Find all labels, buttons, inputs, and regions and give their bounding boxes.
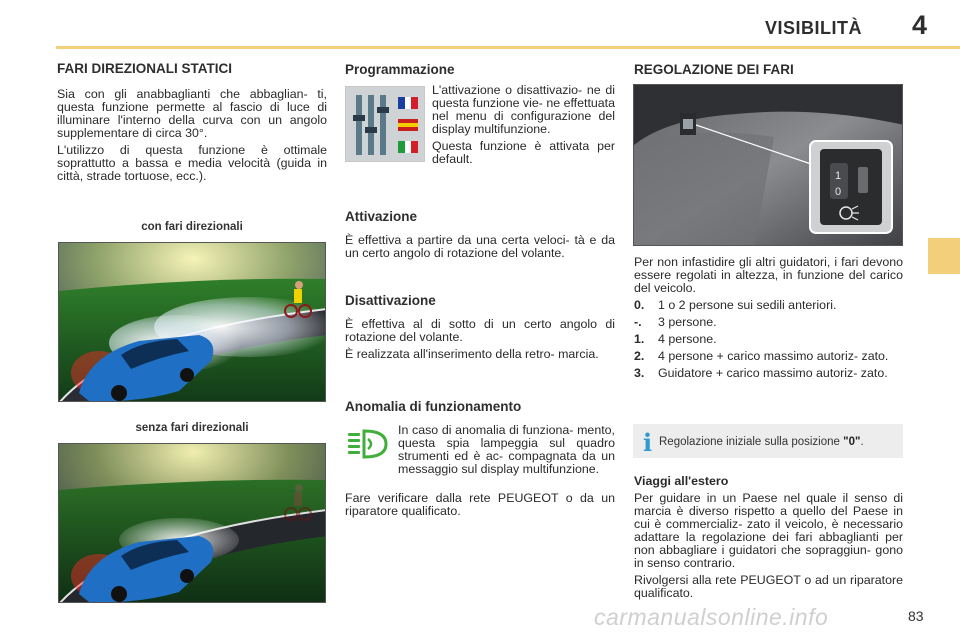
info-note	[633, 424, 903, 458]
watermark: carmanualsonline.info	[594, 604, 829, 630]
paragraph: Sia con gli anabbaglianti che abbaglian- ti, questa funzione permette al fascio di luce di illuminare l'interno della curva con un angolo supplementare di circa 30°.	[57, 87, 327, 140]
dial-label-0: 0	[834, 186, 842, 198]
section-title-deactivation: Disattivazione	[345, 293, 436, 308]
header-rule	[56, 46, 960, 49]
settings-menu-icon	[346, 87, 425, 162]
deactivation-section	[345, 294, 615, 361]
caption-with-lights: con fari direzionali	[141, 221, 243, 233]
paragraph: Questa funzione è attivata per default.	[432, 139, 615, 166]
adjustment-text	[634, 256, 903, 380]
dashboard-adjuster-illustration	[634, 85, 903, 246]
list-key: 2.	[634, 349, 645, 363]
section-title-malfunction: Anomalia di funzionamento	[345, 399, 522, 414]
night-road-illustration-dark	[59, 444, 326, 603]
list-value: Guidatore + carico massimo autoriz- zato.	[658, 366, 888, 380]
list-key: -.	[634, 315, 642, 329]
caption-without-lights: senza fari direzionali	[135, 422, 249, 434]
dashboard-dial-photo	[633, 84, 903, 246]
dial-label-1: 1	[834, 170, 842, 182]
list-item	[634, 316, 903, 329]
night-road-illustration	[59, 243, 326, 402]
paragraph: In caso di anomalia di funziona- mento, questa spia lampeggia sul quadro strumenti ed è ac- compagnata da un messaggio sul display multifunzione.	[398, 423, 615, 476]
programming-text	[432, 84, 615, 166]
malfunction-text	[398, 424, 615, 476]
section-title-programming: Programmazione	[345, 62, 455, 77]
list-value: 1 o 2 persone sui sedili anteriori.	[658, 298, 837, 312]
list-item	[634, 350, 903, 363]
list-item	[634, 367, 903, 380]
list-value: 4 persone.	[658, 332, 717, 346]
chapter-title: VISIBILITÀ	[765, 18, 863, 38]
abroad-section	[634, 475, 903, 600]
left-column	[57, 62, 327, 183]
section-title-static-lights: FARI DIREZIONALI STATICI	[57, 61, 232, 76]
paragraph: Per guidare in un Paese nel quale il senso di marcia è diverso rispetto a quello del Paese in cui è commercializ- zato il veicolo, è necessario adattare la regolazione dei fari abbaglianti per non abbagliare i guidatori che sopraggiun- gono in senso contrario.	[634, 491, 903, 570]
info-note-text: Regolazione iniziale sulla posizione "0".	[659, 436, 864, 448]
list-item	[634, 333, 903, 346]
paragraph: L'utilizzo di questa funzione è ottimale soprattutto a bassa e media velocità (guida in città, strade tortuose, ecc.).	[57, 143, 327, 183]
info-icon: i	[643, 428, 653, 457]
paragraph: Per non infastidire gli altri guidatori, i fari devono essere regolati in altezza, in funzione del carico del veicolo.	[634, 255, 903, 295]
menu-settings-image	[345, 86, 425, 162]
list-key: 1.	[634, 332, 645, 346]
illustration-without-directional-lights	[58, 443, 326, 603]
section-title-activation: Attivazione	[345, 209, 418, 224]
malfunction-text-2	[345, 492, 615, 518]
list-value: 4 persone + carico massimo autoriz- zato.	[658, 349, 889, 363]
section-title-abroad: Viaggi all'estero	[634, 474, 729, 488]
illustration-with-directional-lights	[58, 242, 326, 402]
headlamp-warning-icon	[346, 427, 390, 461]
paragraph: Fare verificare dalla rete PEUGEOT o da un riparatore qualificato.	[345, 491, 615, 518]
page-number: 83	[908, 608, 924, 624]
paragraph: L'attivazione o disattivazio- ne di questa funzione vie- ne effettuata nel menu di configurazione del display multifunzione.	[432, 83, 616, 136]
paragraph: È effettiva al di sotto di un certo angolo di rotazione del volante.	[345, 317, 615, 344]
chapter-side-tab	[928, 238, 960, 274]
paragraph: È realizzata all'inserimento della retro- marcia.	[345, 347, 599, 361]
list-key: 3.	[634, 366, 645, 380]
section-title-headlamp-adjustment: REGOLAZIONE DEI FARI	[634, 62, 794, 77]
chapter-number: 4	[912, 10, 928, 40]
list-value: 3 persone.	[658, 315, 717, 329]
list-item	[634, 299, 903, 312]
paragraph: È effettiva a partire da una certa veloci- tà e da un certo angolo di rotazione del volante.	[345, 233, 615, 260]
paragraph: Rivolgersi alla rete PEUGEOT o ad un riparatore qualificato.	[634, 573, 903, 600]
list-key: 0.	[634, 298, 645, 312]
activation-section	[345, 210, 615, 260]
info-note-value: "0"	[843, 436, 861, 448]
